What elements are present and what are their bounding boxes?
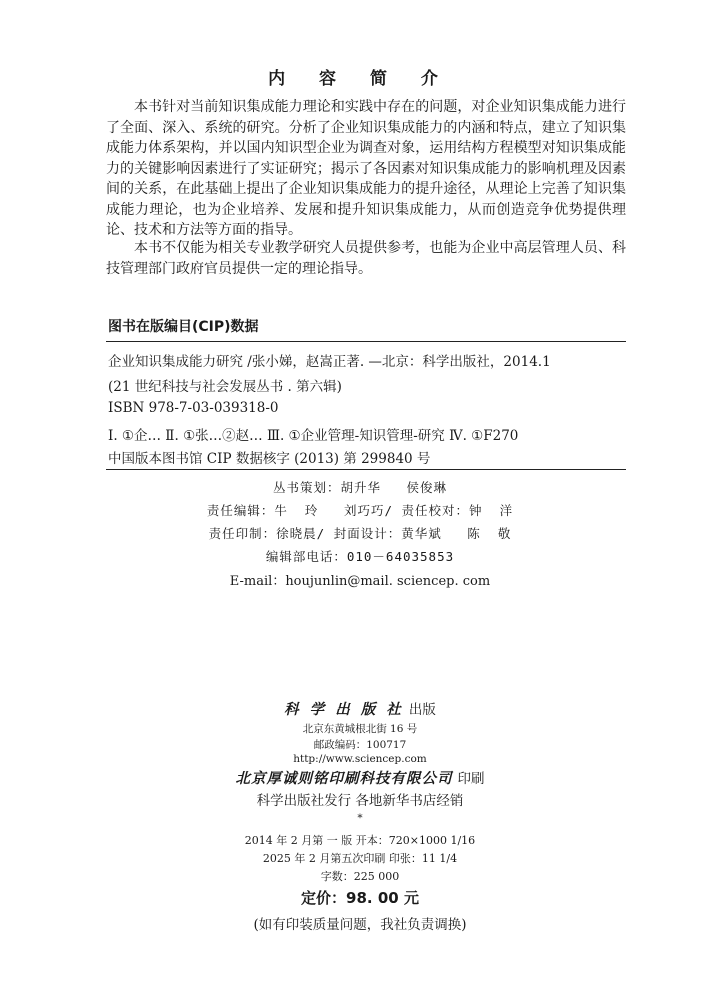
edition-line: 2014 年 2 月第 一 版 开本：720×1000 1/16 — [244, 834, 476, 847]
intro-heading: 内 容 简 介 — [268, 69, 452, 89]
separator-star: * — [357, 812, 363, 824]
word-count: 字数：225 000 — [320, 870, 400, 883]
cip-bottom-rule — [106, 469, 626, 470]
distribution-line: 科学出版社发行 各地新华书店经销 — [256, 793, 464, 809]
printer-suffix: 印刷 — [457, 771, 485, 787]
printing-line: 2025 年 2 月第五次印刷 印张：11 1/4 — [262, 852, 458, 865]
editorial-phone: 编辑部电话：010－64035853 — [265, 549, 455, 564]
publisher-website: http://www.sciencep.com — [293, 753, 427, 765]
cip-top-rule — [106, 341, 626, 342]
intro-paragraph-2-text: 本书不仅能为相关专业教学研究人员提供参考，也能为企业中高层管理人员、科技管理部门政府官员提供一定的理论指导。 — [106, 240, 626, 277]
intro-paragraph-1 — [106, 97, 626, 241]
publisher-line — [0, 698, 720, 719]
price: 定价：98. 00 元 — [301, 889, 419, 907]
publisher-postcode: 邮政编码：100717 — [313, 739, 407, 751]
series-planning: 丛书策划：胡升华 侯俊琳 — [272, 480, 448, 495]
cip-line-classification: Ⅰ. ①企… Ⅱ. ①张…②赵… Ⅲ. ①企业管理-知识管理-研究 Ⅳ. ①F270 — [108, 428, 519, 444]
cip-line-series: (21 世纪科技与社会发展丛书 . 第六辑) — [108, 379, 342, 395]
intro-paragraph-2 — [106, 238, 626, 279]
cip-line-isbn: ISBN 978-7-03-039318-0 — [108, 400, 279, 416]
publisher-suffix: 出版 — [408, 702, 436, 718]
intro-paragraph-1-text: 本书针对当前知识集成能力理论和实践中存在的问题，对企业知识集成能力进行了全面、深入、系统的研究。分析了企业知识集成能力的内涵和特点，建立了知识集成能力体系架构，并以国内知识型企业为调查对象，运用结构方程模型对知识集成能力的关键影响因素进行了实证研究；揭示了各因素对知识集成能力的影响机理及因素间的关系，在此基础上提出了企业知识集成能力的提升途径，从理论上完善了知识集成能力理论，也为企业培养、发展和提升知识集成能力，从而创造竞争优势提供理论、技术和方法等方面的指导。 — [106, 99, 626, 238]
editorial-email: E-mail：houjunlin@mail. sciencep. com — [229, 574, 491, 589]
publisher-address: 北京东黄城根北街 16 号 — [302, 723, 418, 735]
responsible-printing: 责任印制：徐晓晨/ 封面设计：黄华斌 陈 敬 — [208, 526, 512, 541]
publisher-name: 科 学 出 版 社 — [284, 701, 404, 718]
quality-notice: (如有印装质量问题，我社负责调换) — [253, 917, 467, 933]
responsible-editors: 责任编辑：牛 玲 刘巧巧/ 责任校对：钟 洋 — [206, 503, 514, 518]
cip-title: 图书在版编目(CIP)数据 — [108, 319, 259, 335]
printer-line — [0, 767, 720, 788]
printer-name: 北京厚诚则铭印刷科技有限公司 — [235, 770, 453, 787]
cip-line-title: 企业知识集成能力研究 /张小娣，赵嵩正著. —北京：科学出版社，2014.1 — [108, 354, 551, 370]
cip-line-cip-number: 中国版本图书馆 CIP 数据核字 (2013) 第 299840 号 — [108, 451, 431, 467]
